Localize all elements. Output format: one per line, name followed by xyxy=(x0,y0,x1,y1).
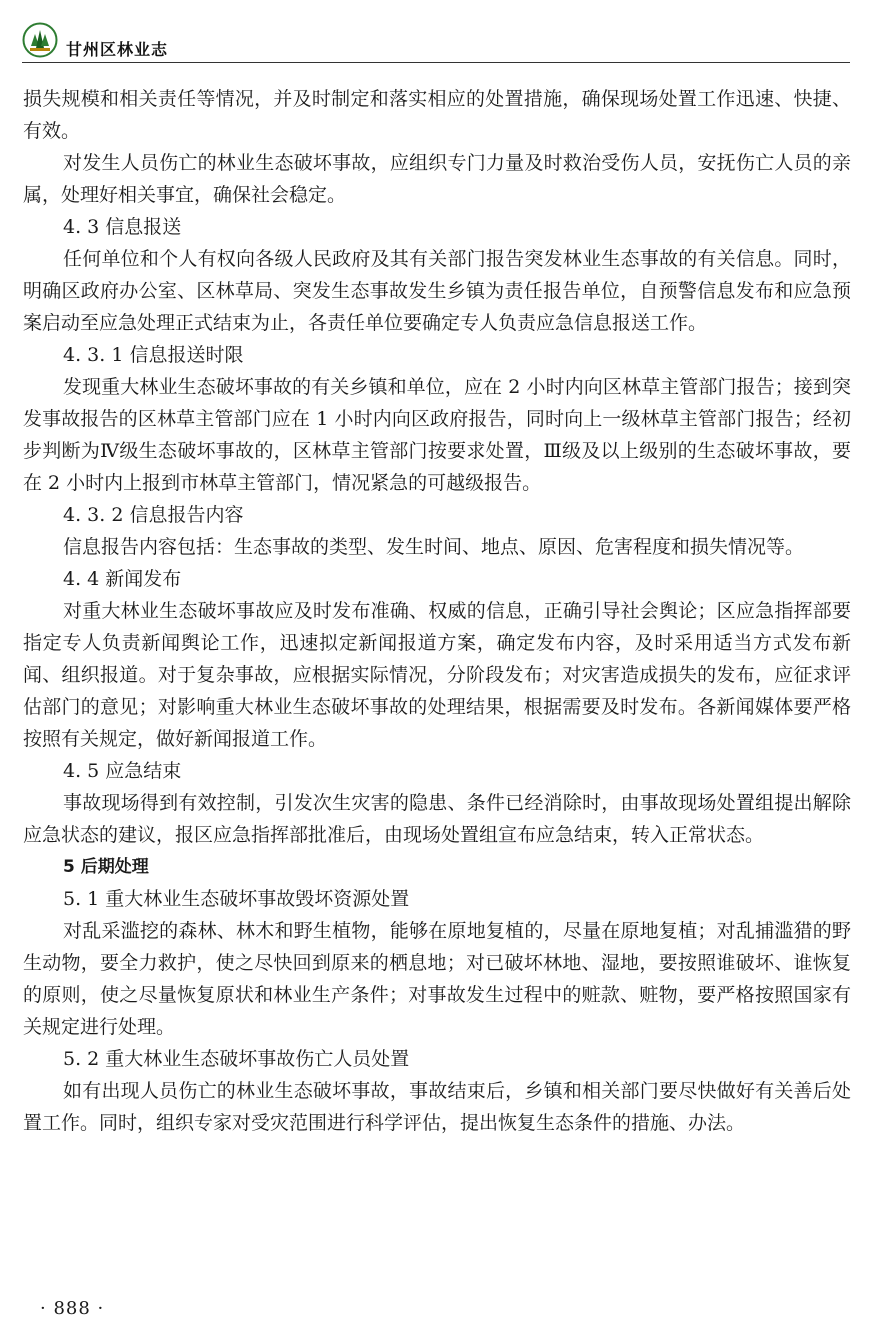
paragraph: 对乱采滥挖的森林、林木和野生植物，能够在原地复植的，尽量在原地复植；对乱捕滥猎的野生动物，要全力救护，使之尽快回到原来的栖息地；对已破坏林地、湿地，要按照谁破坏、谁恢复的原则，使之尽量恢复原状和林业生产条件；对事故发生过程中的赃款、赃物，要严格按照国家有关规定进行处理。 xyxy=(23,920,851,1038)
section-heading-5-2: 5. 2 重大林业生态破坏事故伤亡人员处置 xyxy=(63,1048,410,1070)
paragraph: 事故现场得到有效控制，引发次生灾害的隐患、条件已经消除时，由事故现场处置组提出解除应急状态的建议，报区应急指挥部批准后，由现场处置组宣布应急结束，转入正常状态。 xyxy=(23,792,851,846)
chapter-heading-5: 5 后期处理 xyxy=(63,857,149,877)
paragraph: 发现重大林业生态破坏事故的有关乡镇和单位，应在 2 小时内向区林草主管部门报告；接到突发事故报告的区林草主管部门应在 1 小时内向区政府报告，同时向上一级林草主管部门报告；经初步判断为Ⅳ级生态破坏事故的，区林草主管部门按要求处置，Ⅲ级及以上级别的生态破坏事故，要在 2 小时内上报到市林草主管部门，情况紧急的可越级报告。 xyxy=(23,376,851,494)
section-heading-4-4: 4. 4 新闻发布 xyxy=(63,568,182,590)
header-rule xyxy=(22,62,850,63)
paragraph: 对发生人员伤亡的林业生态破坏事故，应组织专门力量及时救治受伤人员，安抚伤亡人员的亲属，处理好相关事宜，确保社会稳定。 xyxy=(23,152,851,206)
paragraph: 信息报告内容包括：生态事故的类型、发生时间、地点、原因、危害程度和损失情况等。 xyxy=(63,536,805,558)
section-heading-4-5: 4. 5 应急结束 xyxy=(63,760,182,782)
forest-trees-logo-icon xyxy=(22,22,58,58)
page-body xyxy=(23,83,851,1139)
section-heading-4-3-2: 4. 3. 2 信息报告内容 xyxy=(63,504,244,526)
section-heading-5-1: 5. 1 重大林业生态破坏事故毁坏资源处置 xyxy=(63,888,410,910)
paragraph: 损失规模和相关责任等情况，并及时制定和落实相应的处置措施，确保现场处置工作迅速、快捷、有效。 xyxy=(23,88,851,142)
paragraph: 对重大林业生态破坏事故应及时发布准确、权威的信息，正确引导社会舆论；区应急指挥部要指定专人负责新闻舆论工作，迅速拟定新闻报道方案，确定发布内容，及时采用适当方式发布新闻、组织报道。对于复杂事故，应根据实际情况，分阶段发布；对灾害造成损失的发布，应征求评估部门的意见；对影响重大林业生态破坏事故的处理结果，根据需要及时发布。各新闻媒体要严格按照有关规定，做好新闻报道工作。 xyxy=(23,600,851,750)
paragraph: 如有出现人员伤亡的林业生态破坏事故，事故结束后，乡镇和相关部门要尽快做好有关善后处置工作。同时，组织专家对受灾范围进行科学评估，提出恢复生态条件的措施、办法。 xyxy=(23,1080,851,1134)
section-heading-4-3-1: 4. 3. 1 信息报送时限 xyxy=(63,344,244,366)
book-title: 甘州区林业志 xyxy=(66,40,169,59)
running-header xyxy=(22,22,850,64)
section-heading-4-3: 4. 3 信息报送 xyxy=(63,216,182,238)
paragraph: 任何单位和个人有权向各级人民政府及其有关部门报告突发林业生态事故的有关信息。同时，明确区政府办公室、区林草局、突发生态事故发生乡镇为责任报告单位，自预警信息发布和应急预案启动至应急处理正式结束为止，各责任单位要确定专人负责应急信息报送工作。 xyxy=(23,248,851,334)
page-number: · 888 · xyxy=(40,1298,105,1319)
